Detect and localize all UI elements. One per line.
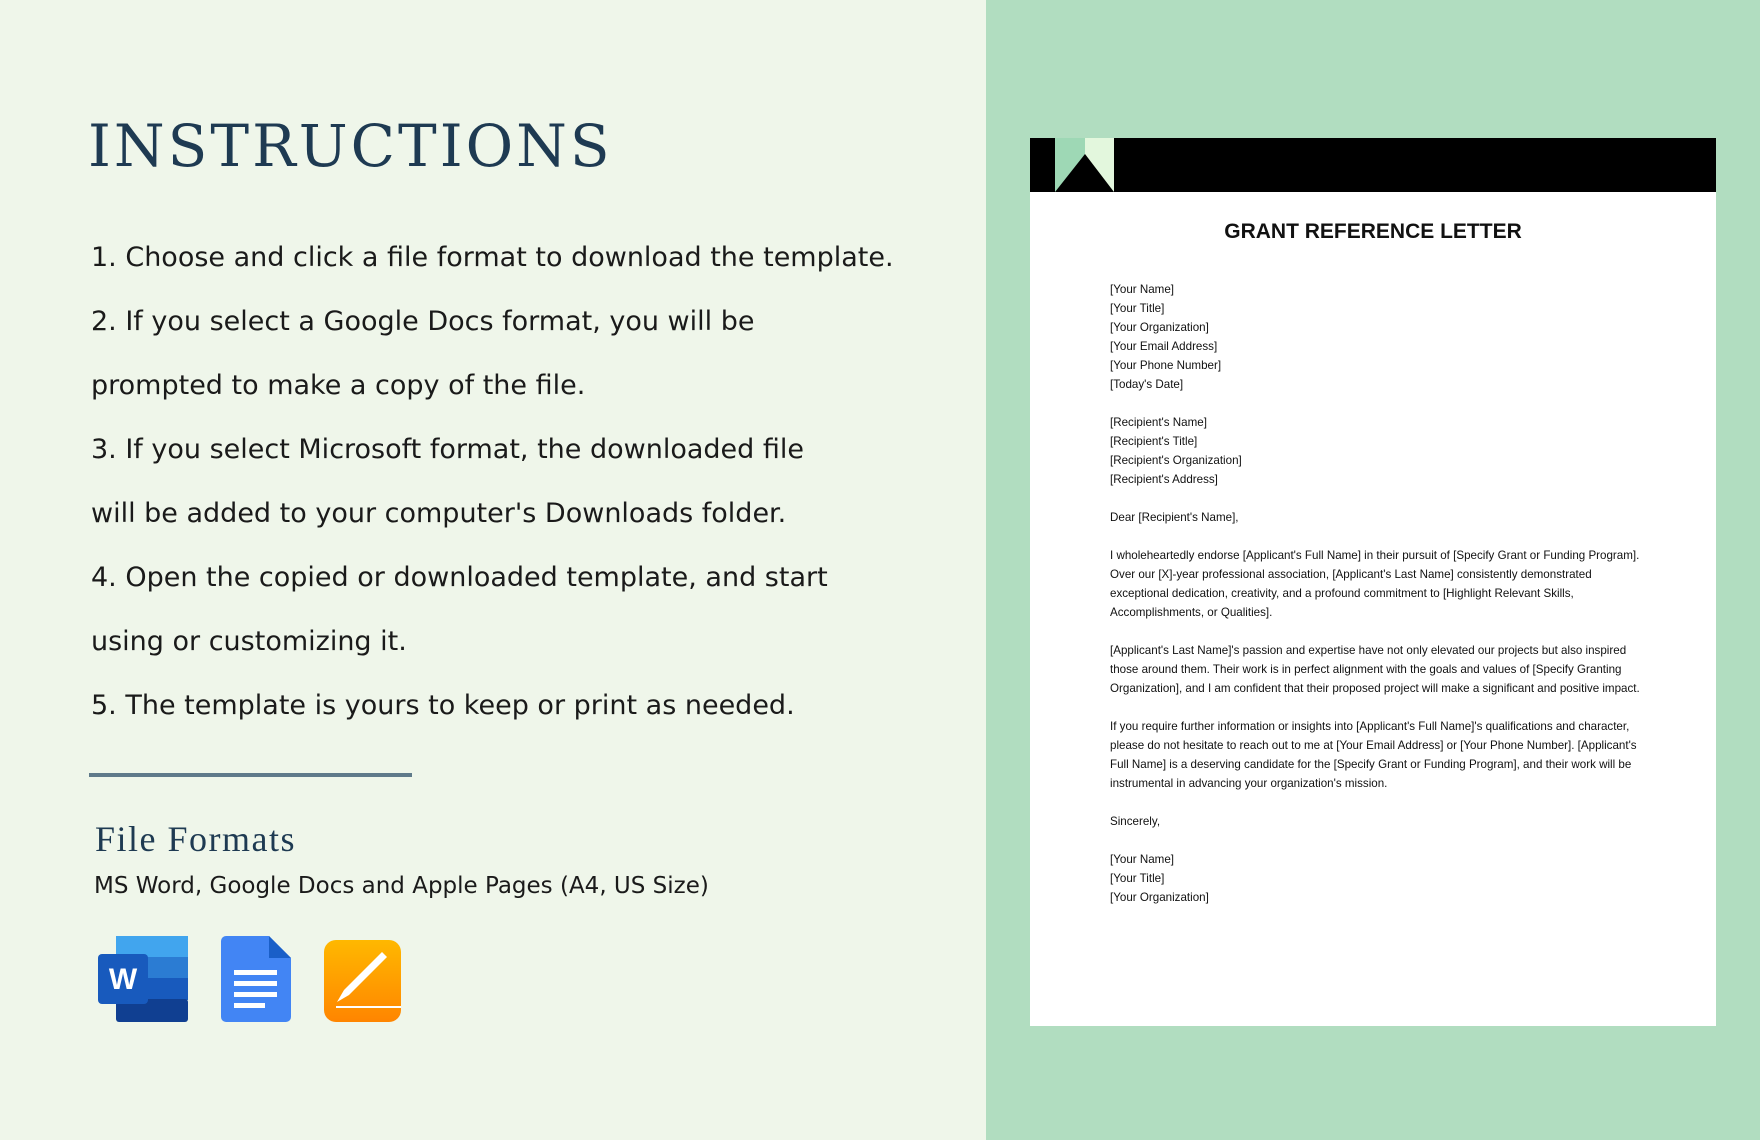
letter-title: GRANT REFERENCE LETTER: [1224, 220, 1522, 243]
paragraph: If you require further information or insights into [Applicant's Full Name]'s qualifications and character, please do not hesitate to reach out to me at [Your Email Address] or [Your Phone Number]. [Applicant's Full Name] is a deserving candidate for the [Specify Grant or Funding Program], and their work will be instrumental in advancing your organization's mission.: [1110, 720, 1637, 790]
salutation: Dear [Recipient's Name],: [1110, 511, 1239, 524]
divider: [89, 773, 412, 777]
step-line: prompted to make a copy of the file.: [91, 370, 586, 401]
step-line: using or customizing it.: [91, 626, 407, 657]
sender-line: [Today's Date]: [1110, 378, 1184, 391]
recipient-line: [Recipient's Title]: [1110, 435, 1198, 448]
sender-line: [Your Title]: [1110, 302, 1165, 315]
paragraph: I wholeheartedly endorse [Applicant's Full Name] in their pursuit of [Specify Grant or Funding Program]. Over our [X]-year professional association, [Applicant's Last Name] consistently demonstrated exceptional dedication, creativity, and a profound commitment to [Highlight Relevant Skills, Accomplishments, or Qualities].: [1110, 549, 1640, 619]
file-formats-description: MS Word, Google Docs and Apple Pages (A4, US Size): [94, 873, 709, 899]
letter-body: [1110, 280, 1650, 926]
ribbon-icon: [1055, 138, 1115, 192]
sender-line: [Your Organization]: [1110, 321, 1209, 334]
recipient-line: [Recipient's Address]: [1110, 473, 1218, 486]
signature-line: [Your Title]: [1110, 872, 1165, 885]
recipient-block: [1110, 413, 1650, 489]
recipient-line: [Recipient's Name]: [1110, 416, 1207, 429]
google-docs-icon[interactable]: [221, 936, 291, 1027]
sender-block: [1110, 280, 1650, 394]
letter-preview: [1030, 138, 1716, 1026]
step-line: 1. Choose and click a file format to download the template.: [91, 242, 894, 273]
recipient-line: [Recipient's Organization]: [1110, 454, 1242, 467]
step-line: 2. If you select a Google Docs format, you will be: [91, 306, 755, 337]
instruction-steps: [91, 226, 894, 738]
step-line: 5. The template is yours to keep or print as needed.: [91, 690, 795, 721]
sender-line: [Your Email Address]: [1110, 340, 1218, 353]
step-line: 4. Open the copied or downloaded template, and start: [91, 562, 828, 593]
file-formats-title: File Formats: [95, 819, 297, 859]
sender-line: [Your Phone Number]: [1110, 359, 1222, 372]
svg-text:W: W: [108, 963, 138, 996]
signature-line: [Your Name]: [1110, 853, 1175, 866]
signature-block: [1110, 850, 1650, 907]
ms-word-icon[interactable]: [98, 936, 188, 1027]
instructions-title: INSTRUCTIONS: [88, 112, 613, 180]
step-line: 3. If you select Microsoft format, the downloaded file: [91, 434, 804, 465]
sender-line: [Your Name]: [1110, 283, 1175, 296]
signature-line: [Your Organization]: [1110, 891, 1209, 904]
paragraph: [Applicant's Last Name]'s passion and expertise have not only elevated our projects but also inspired those around them. Their work is in perfect alignment with the goals and values of [Specify Granting Organization], and I am confident that their proposed project will make a significant and positive impact.: [1110, 644, 1640, 695]
apple-pages-icon[interactable]: [324, 940, 401, 1027]
letter-header-bar: [1030, 138, 1716, 192]
closing: Sincerely,: [1110, 815, 1161, 828]
step-line: will be added to your computer's Downloads folder.: [91, 498, 787, 529]
